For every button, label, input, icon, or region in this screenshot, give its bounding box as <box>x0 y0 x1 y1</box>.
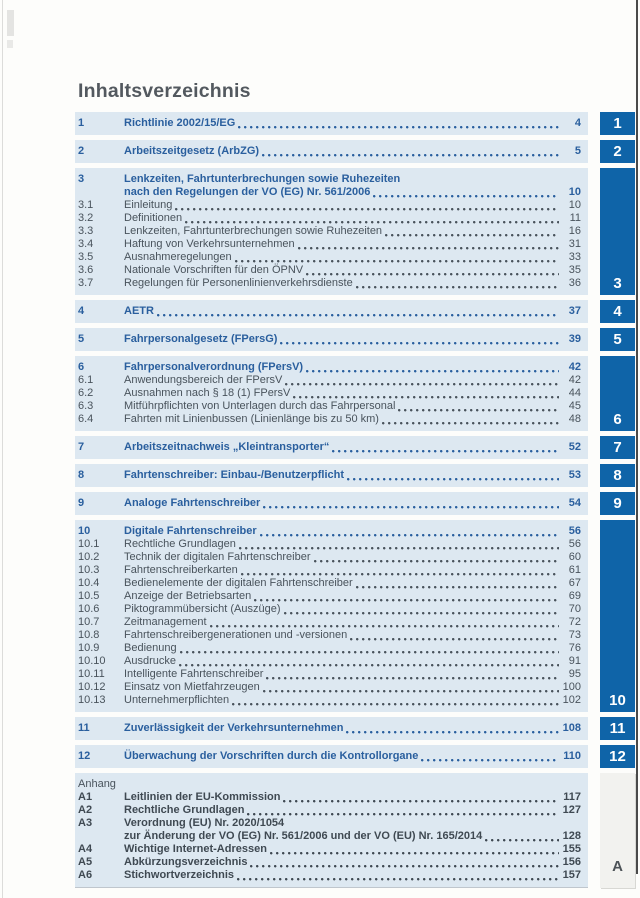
entry-number: 10.10 <box>78 655 106 667</box>
dot-leader <box>280 335 559 346</box>
entry-title: Arbeitszeitnachweis „Kleintransporter“ <box>124 441 330 453</box>
dot-leader <box>250 858 558 869</box>
entry-title: Zeitmanagement <box>124 616 207 628</box>
entry-page-number: 53 <box>568 469 581 481</box>
dot-leader <box>347 471 559 482</box>
side-tab-label: 2 <box>613 143 622 160</box>
entry-page-number: 61 <box>568 564 581 576</box>
dot-leader <box>175 201 559 212</box>
entry-page-number: 157 <box>562 869 581 881</box>
toc-entry <box>78 616 581 629</box>
side-tab-label: 5 <box>613 331 622 348</box>
entry-title: Technik der digitalen Fahrtenschreiber <box>124 551 311 563</box>
toc-strip <box>75 745 588 768</box>
entry-page-number: 100 <box>562 681 581 693</box>
entry-page-number: 117 <box>563 791 581 803</box>
side-tab-label: 8 <box>613 467 622 484</box>
entry-title: Ausnahmen nach § 18 (1) FPersV <box>124 387 291 399</box>
entry-title: Bedienelemente der digitalen Fahrtenschreiber <box>124 577 353 589</box>
dot-leader <box>185 214 559 225</box>
entry-page-number: 128 <box>562 830 581 842</box>
side-tab-12 <box>600 745 635 768</box>
side-tab-label: 11 <box>609 720 626 737</box>
toc-strip <box>75 492 588 515</box>
entry-title: Nationale Vorschriften für den ÖPNV <box>124 264 304 276</box>
dot-leader <box>263 499 559 510</box>
entry-number: 10.7 <box>78 616 100 628</box>
toc-entry <box>78 668 581 681</box>
toc-strip <box>75 328 588 351</box>
entry-title: Fahrtenschreiberkarten <box>124 564 238 576</box>
entry-page-number: 39 <box>568 333 581 345</box>
entry-page-number: 156 <box>562 856 581 868</box>
entry-page-number: 67 <box>568 577 581 589</box>
toc-entry <box>78 694 581 707</box>
entry-number: 3.5 <box>78 251 94 263</box>
entry-page-number: 42 <box>568 374 581 386</box>
entry-number: 10.8 <box>78 629 100 641</box>
dot-leader <box>356 579 559 590</box>
entry-page-number: 108 <box>562 722 581 734</box>
toc-strip <box>75 464 588 487</box>
entry-number: 10.4 <box>78 577 100 589</box>
side-tab-2 <box>600 140 635 163</box>
entry-title: Fahrtenschreiber: Einbau-/Benutzerpflicht <box>124 469 345 481</box>
entry-number: 10.1 <box>78 538 100 550</box>
entry-number: 11 <box>78 722 90 734</box>
entry-title: Stichwortverzeichnis <box>124 869 235 881</box>
toc-strip <box>75 300 588 323</box>
entry-title: Definitionen <box>124 212 183 224</box>
entry-title: Haftung von Verkehrsunternehmen <box>124 238 295 250</box>
entry-number: 10.6 <box>78 603 100 615</box>
entry-page-number: 72 <box>568 616 581 628</box>
toc-entry <box>78 199 581 212</box>
dot-leader <box>247 806 558 817</box>
dot-leader <box>356 279 559 290</box>
entry-page-number: 56 <box>568 525 581 537</box>
scan-edge-right <box>636 0 638 874</box>
side-tab-9 <box>600 492 635 515</box>
entry-page-number: 37 <box>568 305 581 317</box>
dot-leader <box>385 227 559 238</box>
toc-entry <box>78 577 581 590</box>
entry-number: 10.11 <box>78 668 105 680</box>
scan-edge-left <box>2 0 3 898</box>
dot-leader <box>293 389 559 400</box>
entry-number: 10.2 <box>78 551 100 563</box>
tab-gap <box>588 745 600 768</box>
entry-number <box>78 830 124 843</box>
dot-leader <box>373 188 559 199</box>
toc-entry <box>78 212 581 225</box>
entry-number: 8 <box>78 469 85 481</box>
tab-gap <box>588 356 600 431</box>
toc-strip <box>75 168 588 295</box>
entry-number: 5 <box>78 333 85 345</box>
entry-number: 10.13 <box>78 694 106 706</box>
toc-entry <box>78 361 581 374</box>
entry-number: 7 <box>78 441 85 453</box>
entry-title: Rechtliche Grundlagen <box>124 804 245 816</box>
toc-entry <box>78 186 581 199</box>
entry-title: Piktogrammübersicht (Auszüge) <box>124 603 281 615</box>
entry-page-number: 36 <box>568 277 581 289</box>
dot-leader <box>232 696 558 707</box>
entry-title: Rechtliche Grundlagen <box>124 538 236 550</box>
entry-title: Fahrpersonalverordnung (FPersV) <box>124 361 304 373</box>
entry-number: 6.1 <box>78 374 94 386</box>
tab-gap <box>588 520 600 712</box>
dot-leader <box>210 618 559 629</box>
dot-leader <box>285 376 559 387</box>
entry-number: 10.9 <box>78 642 100 654</box>
entry-page-number: 76 <box>568 642 581 654</box>
entry-title: Richtlinie 2002/15/EG <box>124 117 236 129</box>
toc-entry <box>78 277 581 290</box>
toc-entry <box>78 843 581 856</box>
entry-title: AETR <box>124 305 154 317</box>
entry-title: Leitlinien der EU-Kommission <box>124 791 281 803</box>
entry-number: Anhang <box>78 778 116 790</box>
entry-page-number: 44 <box>568 387 581 399</box>
toc-strip <box>75 112 588 135</box>
entry-number: 3.6 <box>78 264 94 276</box>
dot-leader <box>350 631 559 642</box>
tab-gap <box>588 300 600 323</box>
entry-number: A1 <box>78 791 93 803</box>
entry-page-number: 69 <box>568 590 581 602</box>
toc-section-10 <box>75 520 635 712</box>
toc-strip <box>75 356 588 431</box>
toc-entry <box>78 305 581 318</box>
toc-section-2 <box>75 140 635 163</box>
entry-title: Anwendungsbereich der FPersV <box>124 374 283 386</box>
dot-leader <box>238 119 559 130</box>
dot-leader <box>237 871 559 882</box>
entry-number: 10.3 <box>78 564 100 576</box>
entry-number: 10.5 <box>78 590 100 602</box>
entry-page-number: 10 <box>568 199 581 211</box>
entry-number: 3 <box>78 173 85 185</box>
dot-leader <box>346 724 558 735</box>
entry-number: 2 <box>78 145 85 157</box>
entry-number: 3.1 <box>78 199 94 211</box>
tab-gap <box>588 464 600 487</box>
entry-title: Ausnahmeregelungen <box>124 251 232 263</box>
toc-entry <box>78 830 581 843</box>
dot-leader <box>266 670 559 681</box>
toc-entry <box>78 564 581 577</box>
page-title: Inhaltsverzeichnis <box>78 80 251 102</box>
entry-title: Digitale Fahrtenschreiber <box>124 525 257 537</box>
toc-entry <box>78 238 581 251</box>
entry-page-number: 70 <box>568 603 581 615</box>
toc-entry <box>78 173 581 186</box>
toc-entry <box>78 374 581 387</box>
tab-gap <box>588 328 600 351</box>
side-tab-label: 9 <box>613 495 622 512</box>
tab-gap <box>588 168 600 295</box>
entry-number: 6 <box>78 361 85 373</box>
side-tab-7 <box>600 436 635 459</box>
side-tab-A <box>600 773 635 888</box>
entry-page-number: 91 <box>568 655 581 667</box>
entry-number: A2 <box>78 804 93 816</box>
entry-number: A6 <box>78 869 93 881</box>
side-tab-label: 1 <box>613 115 622 132</box>
dot-leader <box>260 527 559 538</box>
toc-entry <box>78 497 581 510</box>
dot-leader <box>180 644 559 655</box>
toc-entry <box>78 655 581 668</box>
toc-entry <box>78 603 581 616</box>
entry-title: Arbeitszeitgesetz (ArbZG) <box>124 145 260 157</box>
toc-entry <box>78 538 581 551</box>
entry-page-number: 102 <box>562 694 581 706</box>
entry-number: A5 <box>78 856 93 868</box>
entry-page-number: 54 <box>568 497 581 509</box>
toc-entry <box>78 387 581 400</box>
toc-entry <box>78 629 581 642</box>
dot-leader <box>398 402 559 413</box>
entry-number: 6.2 <box>78 387 94 399</box>
entry-number: 3.2 <box>78 212 94 224</box>
toc-entry <box>78 681 581 694</box>
toc-strip <box>75 140 588 163</box>
toc-section-7 <box>75 436 635 459</box>
entry-title: Anzeige der Betriebsarten <box>124 590 252 602</box>
toc-entry <box>78 722 581 735</box>
dot-leader <box>157 307 559 318</box>
entry-page-number: 45 <box>568 400 581 412</box>
scan-artifact <box>7 40 13 48</box>
toc-entry <box>78 333 581 346</box>
entry-title: Lenkzeiten, Fahrtunterbrechungen sowie Ruhezeiten <box>124 173 401 185</box>
toc-entry <box>78 469 581 482</box>
dot-leader <box>283 793 559 804</box>
toc-section-A <box>75 773 635 888</box>
entry-page-number: 33 <box>568 251 581 263</box>
side-tab-10 <box>600 520 635 712</box>
entry-number: 6.4 <box>78 413 94 425</box>
side-tab-1 <box>600 112 635 135</box>
toc-entry <box>78 145 581 158</box>
toc-entry <box>78 817 581 830</box>
side-tab-3 <box>600 168 635 295</box>
dot-leader <box>241 566 559 577</box>
entry-title: Lenkzeiten, Fahrtunterbrechungen sowie Ruhezeiten <box>124 225 383 237</box>
tab-gap <box>588 717 600 740</box>
toc-entry <box>78 264 581 277</box>
entry-number: 1 <box>78 117 85 129</box>
side-tab-8 <box>600 464 635 487</box>
toc-entry <box>78 551 581 564</box>
entry-number: 6.3 <box>78 400 94 412</box>
toc-entry <box>78 869 581 882</box>
entry-page-number: 127 <box>562 804 581 816</box>
toc-strip <box>75 717 588 740</box>
entry-number: 4 <box>78 305 85 317</box>
entry-page-number: 52 <box>568 441 581 453</box>
tab-gap <box>588 773 600 888</box>
entry-number: 12 <box>78 750 91 762</box>
entry-title: Wichtige Internet-Adressen <box>124 843 267 855</box>
entry-page-number: 10 <box>568 186 581 198</box>
toc-section-9 <box>75 492 635 515</box>
toc-entry <box>78 117 581 130</box>
entry-number: A4 <box>78 843 93 855</box>
dot-leader <box>284 605 559 616</box>
side-tab-11 <box>600 717 635 740</box>
dot-leader <box>485 832 558 843</box>
toc-section-5 <box>75 328 635 351</box>
dot-leader <box>306 363 559 374</box>
side-tab-label: 10 <box>609 692 626 709</box>
entry-number: 10.12 <box>78 681 106 693</box>
dot-leader <box>298 240 559 251</box>
toc-entry <box>78 441 581 454</box>
entry-page-number: 35 <box>568 264 581 276</box>
entry-title: Unternehmerpflichten <box>124 694 230 706</box>
entry-number <box>78 186 124 199</box>
entry-page-number: 95 <box>568 668 581 680</box>
dot-leader <box>270 845 559 856</box>
entry-title: Überwachung der Vorschriften durch die Kontrollorgane <box>124 750 419 762</box>
dot-leader <box>332 443 559 454</box>
tab-gap <box>588 140 600 163</box>
side-tab-5 <box>600 328 635 351</box>
toc-entry <box>78 251 581 264</box>
entry-title: Regelungen für Personenlinienverkehrsdienste <box>124 277 353 289</box>
entry-number: 9 <box>78 497 85 509</box>
toc-page <box>75 80 635 893</box>
toc-section-12 <box>75 745 635 768</box>
entry-page-number: 56 <box>568 538 581 550</box>
toc-entry <box>78 400 581 413</box>
entry-title: Ausdrucke <box>124 655 176 667</box>
dot-leader <box>262 147 559 158</box>
dot-leader <box>254 592 559 603</box>
entry-page-number: 16 <box>568 225 581 237</box>
dot-leader <box>306 266 559 277</box>
toc-entry <box>78 642 581 655</box>
entry-number: 10 <box>78 525 91 537</box>
toc-entry <box>78 525 581 538</box>
dot-leader <box>235 253 559 264</box>
entry-page-number: 73 <box>568 629 581 641</box>
toc-entry <box>78 791 581 804</box>
dot-leader <box>314 553 560 564</box>
side-tab-label: 3 <box>613 275 622 292</box>
side-tab-label: 6 <box>613 411 622 428</box>
entry-page-number: 60 <box>568 551 581 563</box>
toc-entry <box>78 225 581 238</box>
entry-page-number: 4 <box>574 117 581 129</box>
entry-page-number: 31 <box>568 238 581 250</box>
side-tab-label: A <box>612 858 623 875</box>
toc-strip <box>75 520 588 712</box>
entry-number: 3.3 <box>78 225 94 237</box>
toc-entry <box>78 590 581 603</box>
dot-leader <box>239 540 559 551</box>
entry-title: Fahrtenschreibergenerationen und -versionen <box>124 629 348 641</box>
toc-section-11 <box>75 717 635 740</box>
dot-leader <box>421 752 559 763</box>
entry-page-number: 110 <box>563 750 581 762</box>
entry-title: Fahrten mit Linienbussen (Linienlänge bis zu 50 km) <box>124 413 379 425</box>
entry-title: Verordnung (EU) Nr. 2020/1054 <box>124 817 285 829</box>
toc-sections <box>75 112 635 888</box>
entry-title: nach den Regelungen der VO (EG) Nr. 561/2006 <box>124 186 371 198</box>
scan-artifact <box>7 10 14 36</box>
side-tab-label: 12 <box>609 748 626 765</box>
entry-title: Fahrpersonalgesetz (FPersG) <box>124 333 278 345</box>
side-tab-label: 7 <box>613 439 622 456</box>
toc-section-1 <box>75 112 635 135</box>
entry-title: Bedienung <box>124 642 177 654</box>
entry-number: A3 <box>78 817 93 829</box>
entry-number: 3.4 <box>78 238 94 250</box>
toc-strip <box>75 436 588 459</box>
toc-strip <box>75 773 588 888</box>
entry-title: Analoge Fahrtenschreiber <box>124 497 261 509</box>
toc-entry <box>78 804 581 817</box>
tab-gap <box>588 112 600 135</box>
toc-section-6 <box>75 356 635 431</box>
entry-title: Mitführpflichten von Unterlagen durch das Fahrpersonal <box>124 400 396 412</box>
toc-entry <box>78 856 581 869</box>
entry-page-number: 11 <box>569 212 581 224</box>
entry-title: Abkürzungsverzeichnis <box>124 856 248 868</box>
toc-entry <box>78 750 581 763</box>
entry-title: Einsatz von Mietfahrzeugen <box>124 681 260 693</box>
dot-leader <box>382 415 559 426</box>
side-tab-6 <box>600 356 635 431</box>
toc-entry <box>78 778 581 791</box>
side-tab-label: 4 <box>613 303 622 320</box>
entry-title: Intelligente Fahrtenschreiber <box>124 668 264 680</box>
entry-page-number: 155 <box>562 843 581 855</box>
toc-section-3 <box>75 168 635 295</box>
entry-title: Einleitung <box>124 199 173 211</box>
toc-section-8 <box>75 464 635 487</box>
side-tab-4 <box>600 300 635 323</box>
entry-title: zur Änderung der VO (EG) Nr. 561/2006 und der VO (EU) Nr. 165/2014 <box>124 830 483 842</box>
tab-gap <box>588 436 600 459</box>
entry-page-number: 42 <box>568 361 581 373</box>
entry-page-number: 5 <box>574 145 581 157</box>
entry-title: Zuverlässigkeit der Verkehrsunternehmen <box>124 722 344 734</box>
dot-leader <box>263 683 559 694</box>
toc-section-4 <box>75 300 635 323</box>
dot-leader <box>179 657 559 668</box>
toc-entry <box>78 413 581 426</box>
entry-number: 3.7 <box>78 277 94 289</box>
entry-page-number: 48 <box>568 413 581 425</box>
tab-gap <box>588 492 600 515</box>
